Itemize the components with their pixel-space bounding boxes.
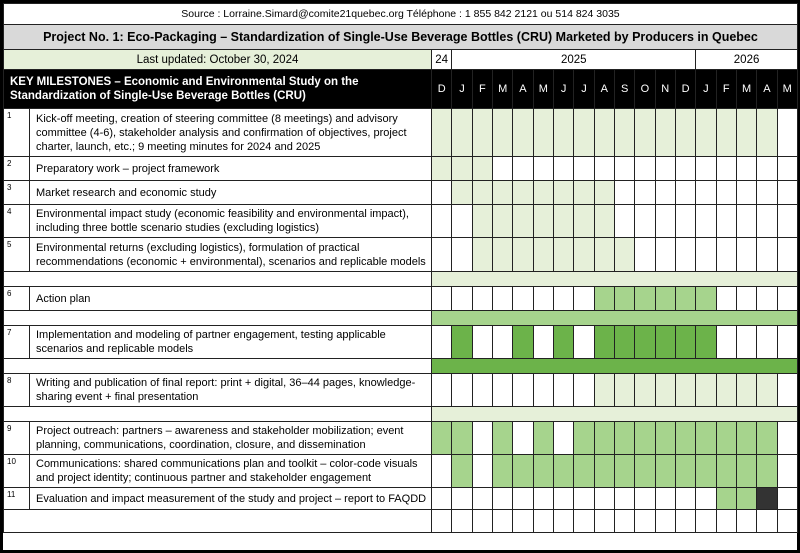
schedule-cell (533, 326, 553, 359)
schedule-cell (635, 326, 655, 359)
year-2024: 24 (432, 50, 452, 70)
schedule-cell (432, 181, 452, 205)
schedule-cell (432, 510, 452, 533)
schedule-cell (594, 238, 614, 272)
schedule-cell (716, 287, 736, 311)
schedule-cell (736, 326, 756, 359)
schedule-cell (594, 109, 614, 157)
schedule-cell (513, 109, 533, 157)
schedule-cell (655, 422, 675, 455)
schedule-cell (716, 455, 736, 488)
schedule-cell (472, 109, 492, 157)
schedule-cell (777, 287, 797, 311)
schedule-cell (452, 510, 472, 533)
schedule-cell (594, 374, 614, 407)
schedule-cell (736, 181, 756, 205)
schedule-cell (614, 157, 634, 181)
schedule-cell (553, 205, 573, 238)
schedule-cell (757, 374, 777, 407)
schedule-cell (635, 205, 655, 238)
schedule-cell (777, 510, 797, 533)
schedule-cell (533, 157, 553, 181)
schedule-cell (472, 181, 492, 205)
schedule-cell (492, 422, 512, 455)
schedule-cell (675, 374, 695, 407)
schedule-cell (716, 326, 736, 359)
schedule-cell (452, 157, 472, 181)
schedule-cell (492, 510, 512, 533)
spacer-row (4, 407, 798, 422)
schedule-cell (716, 109, 736, 157)
month-header: J (696, 70, 716, 109)
schedule-cell (432, 488, 452, 510)
schedule-cell (574, 238, 594, 272)
schedule-cell (614, 205, 634, 238)
schedule-cell (594, 287, 614, 311)
month-header: N (655, 70, 675, 109)
gantt-table (3, 3, 798, 533)
schedule-cell (513, 488, 533, 510)
schedule-cell (696, 374, 716, 407)
schedule-cell (553, 109, 573, 157)
schedule-cell (757, 157, 777, 181)
schedule-cell (553, 510, 573, 533)
month-header: F (716, 70, 736, 109)
schedule-cell (452, 181, 472, 205)
task-number: 10 (4, 455, 30, 488)
task-row (4, 326, 798, 359)
schedule-cell (553, 374, 573, 407)
schedule-cell (757, 326, 777, 359)
schedule-cell (675, 455, 695, 488)
task-description: Project outreach: partners – awareness and stakeholder mobilization; event planning, communications, coordination, closure, and dissemination (30, 422, 432, 455)
schedule-cell (472, 287, 492, 311)
task-number: 1 (4, 109, 30, 157)
spacer-cell (4, 311, 432, 326)
task-description: Evaluation and impact measurement of the study and project – report to FAQDD (30, 488, 432, 510)
schedule-cell (452, 488, 472, 510)
schedule-cell (513, 157, 533, 181)
schedule-cell (553, 455, 573, 488)
month-header: M (777, 70, 797, 109)
schedule-cell (655, 157, 675, 181)
schedule-cell (472, 488, 492, 510)
task-number: 5 (4, 238, 30, 272)
schedule-cell (655, 109, 675, 157)
schedule-cell (736, 422, 756, 455)
schedule-cell (472, 205, 492, 238)
schedule-cell (696, 181, 716, 205)
schedule-cell (655, 455, 675, 488)
schedule-cell (696, 510, 716, 533)
schedule-cell (432, 205, 452, 238)
task-description: Kick-off meeting, creation of steering committee (8 meetings) and advisory committee (4-6), stakeholder analysis and confirmation of objectives, project charter, launch, etc.; 9 meeting minutes for 2024 and 2025 (30, 109, 432, 157)
schedule-cell (696, 109, 716, 157)
schedule-cell (513, 422, 533, 455)
schedule-cell (635, 181, 655, 205)
schedule-cell (432, 238, 452, 272)
schedule-cell (675, 205, 695, 238)
schedule-cell (635, 287, 655, 311)
schedule-cell (432, 374, 452, 407)
schedule-cell (777, 374, 797, 407)
schedule-cell (492, 326, 512, 359)
schedule-cell (472, 238, 492, 272)
schedule-cell (472, 374, 492, 407)
month-header: J (553, 70, 573, 109)
schedule-cell (492, 109, 512, 157)
schedule-cell (696, 455, 716, 488)
schedule-cell (432, 157, 452, 181)
schedule-cell (675, 488, 695, 510)
task-description: Environmental returns (excluding logistics), formulation of practical recommendations (economic + environmental), scenarios and replicable models (30, 238, 432, 272)
schedule-cell (655, 510, 675, 533)
task-row (4, 238, 798, 272)
schedule-cell (492, 374, 512, 407)
schedule-cell (696, 326, 716, 359)
schedule-cell (492, 238, 512, 272)
schedule-cell (736, 374, 756, 407)
schedule-cell (492, 157, 512, 181)
task-row (4, 422, 798, 455)
schedule-cell (432, 455, 452, 488)
schedule-cell (655, 326, 675, 359)
schedule-cell (533, 238, 553, 272)
schedule-cell (777, 238, 797, 272)
schedule-cell (533, 109, 553, 157)
schedule-cell (452, 238, 472, 272)
month-header: J (452, 70, 472, 109)
schedule-cell (716, 238, 736, 272)
schedule-cell (513, 326, 533, 359)
task-description: Environmental impact study (economic feasibility and environmental impact), including three bottle scenario studies (excluding logistics) (30, 205, 432, 238)
schedule-cell (452, 109, 472, 157)
schedule-cell (574, 422, 594, 455)
schedule-cell (777, 326, 797, 359)
schedule-cell (533, 422, 553, 455)
task-description: Market research and economic study (30, 181, 432, 205)
schedule-cell (736, 488, 756, 510)
schedule-cell (777, 205, 797, 238)
schedule-cell (757, 455, 777, 488)
schedule-cell (533, 374, 553, 407)
spacer-row (4, 359, 798, 374)
schedule-cell (513, 181, 533, 205)
month-header: A (513, 70, 533, 109)
schedule-cell (614, 181, 634, 205)
schedule-cell (716, 510, 736, 533)
schedule-cell (472, 510, 492, 533)
schedule-cell (594, 455, 614, 488)
schedule-cell (472, 157, 492, 181)
schedule-cell (574, 181, 594, 205)
source-text: Source : Lorraine.Simard@comite21quebec.org Téléphone : 1 855 842 2121 ou 514 824 3035 (4, 4, 798, 25)
spacer-row (4, 272, 798, 287)
schedule-cell (533, 205, 553, 238)
schedule-cell (675, 238, 695, 272)
schedule-cell (716, 374, 736, 407)
year-2026: 2026 (696, 50, 798, 70)
schedule-cell (492, 205, 512, 238)
schedule-cell (594, 488, 614, 510)
schedule-cell (614, 455, 634, 488)
spacer-cell (4, 272, 432, 287)
schedule-cell (635, 109, 655, 157)
schedule-cell (675, 181, 695, 205)
schedule-cell (757, 109, 777, 157)
schedule-cell (452, 326, 472, 359)
schedule-cell (736, 510, 756, 533)
gantt-frame (3, 3, 797, 550)
task-description: Writing and publication of final report: print + digital, 36–44 pages, knowledge-sharing event + final presentation (30, 374, 432, 407)
schedule-cell (655, 374, 675, 407)
schedule-cell (675, 510, 695, 533)
month-header: J (574, 70, 594, 109)
month-header: M (533, 70, 553, 109)
schedule-cell (574, 455, 594, 488)
schedule-cell (757, 238, 777, 272)
month-header: M (492, 70, 512, 109)
summary-bar (432, 359, 798, 374)
schedule-cell (594, 510, 614, 533)
schedule-cell (655, 238, 675, 272)
month-header: D (675, 70, 695, 109)
task-row (4, 157, 798, 181)
schedule-cell (635, 455, 655, 488)
schedule-cell (472, 422, 492, 455)
task-row (4, 109, 798, 157)
schedule-cell (777, 488, 797, 510)
task-row (4, 374, 798, 407)
footer-row (4, 510, 798, 533)
schedule-cell (553, 326, 573, 359)
schedule-cell (553, 422, 573, 455)
schedule-cell (675, 326, 695, 359)
schedule-cell (635, 510, 655, 533)
task-row (4, 287, 798, 311)
spacer-cell (4, 407, 432, 422)
schedule-cell (432, 109, 452, 157)
task-number: 7 (4, 326, 30, 359)
footer-cell (4, 510, 432, 533)
schedule-cell (533, 510, 553, 533)
month-header: F (472, 70, 492, 109)
milestones-header: KEY MILESTONES – Economic and Environmental Study on the Standardization of Single-Use Beverage Bottles (CRU) (4, 70, 432, 109)
schedule-cell (594, 326, 614, 359)
schedule-cell (777, 455, 797, 488)
month-header: A (594, 70, 614, 109)
schedule-cell (533, 455, 553, 488)
source-row (4, 4, 798, 25)
schedule-cell (696, 238, 716, 272)
schedule-cell (574, 326, 594, 359)
schedule-cell (757, 181, 777, 205)
month-header: S (614, 70, 634, 109)
spacer-cell (4, 359, 432, 374)
schedule-cell (736, 238, 756, 272)
task-number: 3 (4, 181, 30, 205)
schedule-cell (655, 488, 675, 510)
schedule-cell (655, 205, 675, 238)
task-number: 8 (4, 374, 30, 407)
task-description: Implementation and modeling of partner engagement, testing applicable scenarios and replicable models (30, 326, 432, 359)
summary-bar (432, 272, 798, 287)
schedule-cell (696, 422, 716, 455)
schedule-cell (574, 157, 594, 181)
month-header: A (757, 70, 777, 109)
schedule-cell (696, 488, 716, 510)
summary-bar (432, 311, 798, 326)
schedule-cell (533, 488, 553, 510)
schedule-cell (655, 287, 675, 311)
schedule-cell (432, 287, 452, 311)
schedule-cell (533, 287, 553, 311)
schedule-cell (777, 109, 797, 157)
schedule-cell (432, 326, 452, 359)
month-header: M (736, 70, 756, 109)
task-row (4, 205, 798, 238)
schedule-cell (736, 205, 756, 238)
schedule-cell (553, 287, 573, 311)
schedule-cell (553, 157, 573, 181)
schedule-cell (553, 181, 573, 205)
schedule-cell (513, 374, 533, 407)
schedule-cell (472, 326, 492, 359)
schedule-cell (614, 238, 634, 272)
schedule-cell (635, 488, 655, 510)
schedule-cell (614, 510, 634, 533)
schedule-cell (716, 181, 736, 205)
month-header: O (635, 70, 655, 109)
schedule-cell (614, 109, 634, 157)
schedule-cell (675, 287, 695, 311)
schedule-cell (472, 455, 492, 488)
schedule-cell (757, 287, 777, 311)
schedule-cell (716, 157, 736, 181)
task-description: Action plan (30, 287, 432, 311)
header-row (4, 70, 798, 109)
last-updated: Last updated: October 30, 2024 (4, 50, 432, 70)
schedule-cell (452, 287, 472, 311)
schedule-cell (513, 455, 533, 488)
schedule-cell (513, 287, 533, 311)
schedule-cell (757, 510, 777, 533)
schedule-cell (594, 205, 614, 238)
title-row (4, 25, 798, 50)
task-description: Preparatory work – project framework (30, 157, 432, 181)
schedule-cell (452, 455, 472, 488)
schedule-cell (757, 205, 777, 238)
schedule-cell (574, 510, 594, 533)
schedule-cell (452, 422, 472, 455)
task-number: 2 (4, 157, 30, 181)
project-title: Project No. 1: Eco-Packaging – Standardization of Single-Use Beverage Bottles (CRU) Marketed by Producers in Quebec (4, 25, 798, 50)
schedule-cell (614, 287, 634, 311)
schedule-cell (635, 374, 655, 407)
schedule-cell (655, 181, 675, 205)
schedule-cell (614, 374, 634, 407)
schedule-cell (736, 157, 756, 181)
summary-bar (432, 407, 798, 422)
task-number: 11 (4, 488, 30, 510)
year-2025: 2025 (452, 50, 696, 70)
schedule-cell (675, 157, 695, 181)
schedule-cell (533, 181, 553, 205)
schedule-cell (574, 109, 594, 157)
schedule-cell (594, 181, 614, 205)
schedule-cell (635, 238, 655, 272)
schedule-cell (452, 374, 472, 407)
schedule-cell (757, 488, 777, 510)
spacer-row (4, 311, 798, 326)
task-row (4, 455, 798, 488)
schedule-cell (736, 455, 756, 488)
schedule-cell (492, 287, 512, 311)
task-number: 9 (4, 422, 30, 455)
schedule-cell (716, 422, 736, 455)
schedule-cell (492, 488, 512, 510)
schedule-cell (757, 422, 777, 455)
schedule-cell (574, 374, 594, 407)
schedule-cell (675, 422, 695, 455)
schedule-cell (614, 326, 634, 359)
task-description: Communications: shared communications plan and toolkit – color-code visuals and project identity; continuous partner and stakeholder engagement (30, 455, 432, 488)
schedule-cell (614, 422, 634, 455)
schedule-cell (553, 488, 573, 510)
schedule-cell (696, 205, 716, 238)
month-header: D (432, 70, 452, 109)
schedule-cell (513, 510, 533, 533)
schedule-cell (513, 238, 533, 272)
schedule-cell (492, 181, 512, 205)
schedule-cell (553, 238, 573, 272)
schedule-cell (777, 181, 797, 205)
schedule-cell (696, 157, 716, 181)
task-row (4, 488, 798, 510)
schedule-cell (594, 157, 614, 181)
schedule-cell (492, 455, 512, 488)
schedule-cell (574, 488, 594, 510)
schedule-cell (432, 422, 452, 455)
schedule-cell (574, 287, 594, 311)
schedule-cell (614, 488, 634, 510)
schedule-cell (513, 205, 533, 238)
schedule-cell (736, 109, 756, 157)
schedule-cell (635, 422, 655, 455)
year-row (4, 50, 798, 70)
task-row (4, 181, 798, 205)
schedule-cell (696, 287, 716, 311)
task-number: 6 (4, 287, 30, 311)
schedule-cell (452, 205, 472, 238)
task-number: 4 (4, 205, 30, 238)
schedule-cell (716, 205, 736, 238)
schedule-cell (594, 422, 614, 455)
schedule-cell (675, 109, 695, 157)
schedule-cell (777, 157, 797, 181)
schedule-cell (716, 488, 736, 510)
schedule-cell (777, 422, 797, 455)
schedule-cell (574, 205, 594, 238)
schedule-cell (736, 287, 756, 311)
schedule-cell (635, 157, 655, 181)
